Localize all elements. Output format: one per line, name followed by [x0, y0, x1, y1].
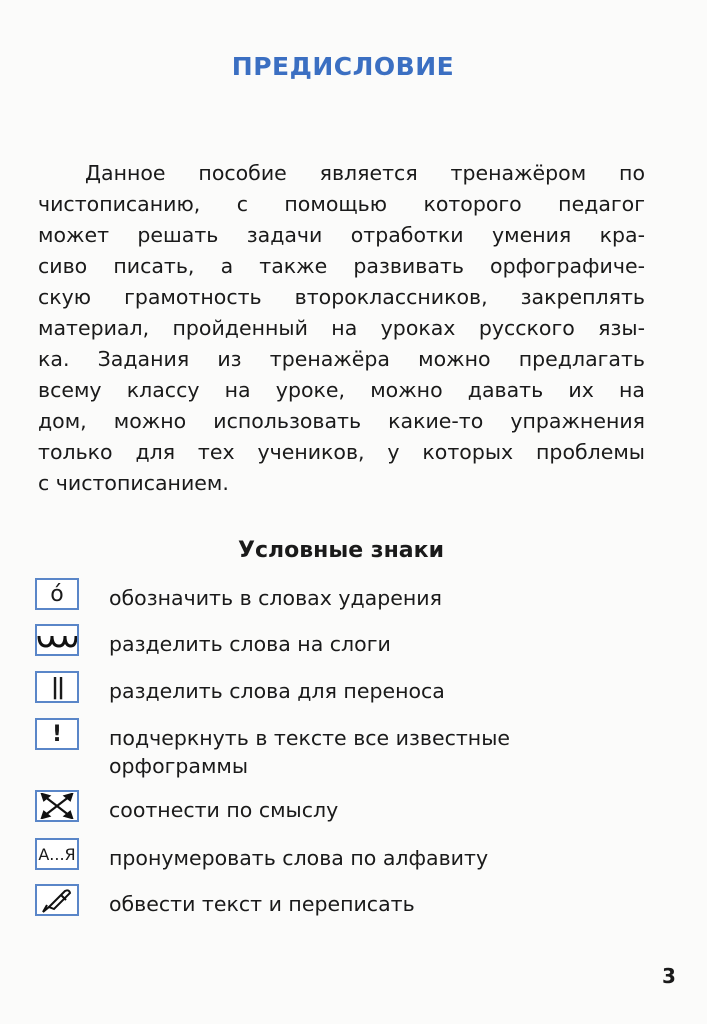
paragraph-line: чистописанию, с помощью которого педагог: [38, 192, 645, 216]
icon-glyph: А...Я: [38, 844, 76, 864]
paragraph-line: дом, можно использовать какие-то упражнения: [38, 409, 645, 433]
paragraph-line: сиво писать, а также развивать орфографиче-: [38, 254, 645, 278]
legend-text: [109, 724, 510, 780]
legend-item: [35, 884, 415, 916]
paragraph-line: Данное пособие является тренажёром по: [85, 161, 645, 185]
paragraph-line: может решать задачи отработки умения кра-: [38, 223, 645, 247]
double-bar-icon: [35, 671, 79, 703]
legend-text-line: орфограммы: [109, 754, 249, 778]
exclamation-icon: [35, 718, 79, 750]
paragraph-line: ка. Задания из тренажёра можно предлагать: [38, 347, 645, 371]
icon-glyph: !: [51, 721, 63, 747]
syllable-arcs-icon: [35, 624, 79, 656]
pen-icon: [35, 884, 79, 916]
alphabet-icon: [35, 838, 79, 870]
legend-text-line: подчеркнуть в тексте все известные: [109, 726, 511, 750]
legend-item: [35, 718, 511, 778]
legend-item: [35, 624, 391, 656]
legend-text: разделить слова на слоги: [109, 632, 391, 656]
page-title: ПРЕДИСЛОВИЕ: [231, 52, 455, 81]
legend-item: [35, 671, 445, 703]
legend-item: [35, 578, 442, 610]
page-number: 3: [662, 964, 676, 988]
legend-text: разделить слова для переноса: [109, 679, 445, 703]
paragraph-line: скую грамотность второклассников, закреплять: [38, 285, 645, 309]
paragraph-line: всему классу на уроке, можно давать их на: [38, 378, 645, 402]
stress-mark-icon: [35, 578, 79, 610]
legend-text: обвести текст и переписать: [109, 892, 415, 916]
icon-glyph: ||: [50, 674, 64, 700]
legend-item: [35, 790, 339, 822]
legend-text: соотнести по смыслу: [109, 798, 339, 822]
crossed-arrows-icon: [35, 790, 79, 822]
legend-item: [35, 838, 489, 870]
preface-paragraph: [38, 158, 645, 499]
legend-heading: Условные знаки: [237, 538, 444, 563]
icon-glyph: ó: [50, 581, 64, 607]
paragraph-line: с чистописанием.: [38, 471, 229, 495]
paragraph-line: материал, пройденный на уроках русского язы-: [38, 316, 645, 340]
legend-text: обозначить в словах ударения: [109, 586, 442, 610]
paragraph-line: только для тех учеников, у которых проблемы: [38, 440, 645, 464]
legend-text: пронумеровать слова по алфавиту: [109, 846, 489, 870]
